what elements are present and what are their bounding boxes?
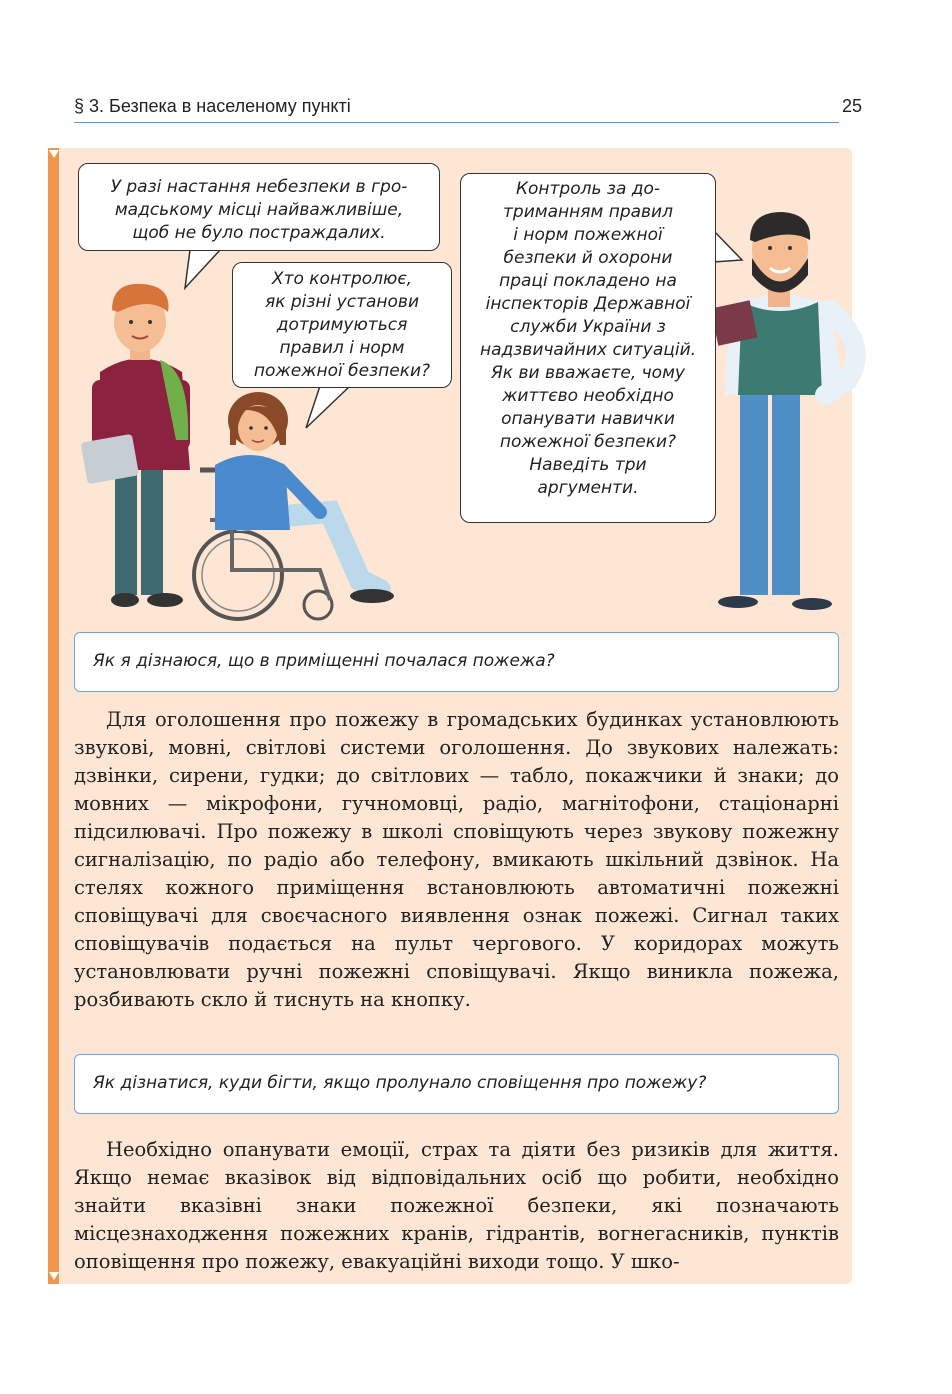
bubble-tail-teacher	[713, 230, 742, 262]
page-number: 25	[841, 96, 862, 116]
bubble-tail-boy	[185, 250, 220, 288]
paragraph-1: Для оголошення про пожежу в громадських будинках установлюють звукові, мовні, світлові системи оголошення. До звукових належать: дзвінки, сирени, гудки; до світлових — табло, покажчики й знаки; до мовних — мікрофони, гучномовці, радіо, магнітофони, стаціонарні підсилювачі. Про пожежу в школі сповіщують через звукову пожежну сигналізацію, по радіо або телефону, вмикають шкільний дзвінок. На стелях кожного приміщення встановлюють автоматичні пожежні сповіщувачі для своєчасного виявлення ознак пожежі. Сигнал таких сповіщувачів подається на пульт чергового. У коридорах можуть установлювати ручні пожежні сповіщувачі. Якщо виникла пожежа, розбивають скло й тиснуть на кнопку.	[74, 708, 839, 1011]
teacher-figure	[710, 212, 855, 610]
bubble-tail-girl	[306, 386, 350, 428]
speech-bubble-teacher: Контроль за до- триманням правил і норм пожежної безпеки й охорони праці покладено на інспекторів Державної служби України з надзвичайних ситуацій. Як ви вважаєте, чому життєво необхідно опанувати навички пожежної безпеки? Наведіть три аргументи.	[460, 173, 716, 523]
speech-bubble-girl: Хто контролює, як різні установи дотримуються правил і норм пожежної безпеки?	[232, 262, 452, 388]
girl-in-wheelchair-figure	[194, 392, 394, 619]
boy-figure	[81, 284, 190, 607]
bottom-marker-icon	[49, 1272, 59, 1280]
running-header-title: § 3. Безпека в населеному пункті	[74, 96, 351, 116]
paragraph-2: Необхідно опанувати емоції, страх та діяти без ризиків для життя. Якщо немає вказівок від відповідальних осіб що робити, необхідно знайти вказівні знаки пожежної безпеки, які позначають місцезнаходження пожежних кранів, гідрантів, вогнегасників, пунктів оповіщення про пожежу, евакуаційні виходи тощо. У шко-	[74, 1138, 839, 1273]
question-box-1: Як я дізнаюся, що в приміщенні почалася пожежа?	[74, 632, 839, 692]
speech-bubble-boy: У разі настання небезпеки в гро- мадському місці найважливіше, щоб не було постраждалих.	[78, 163, 440, 251]
question-box-2: Як дізнатися, куди бігти, якщо пролунало сповіщення про пожежу?	[74, 1054, 839, 1114]
